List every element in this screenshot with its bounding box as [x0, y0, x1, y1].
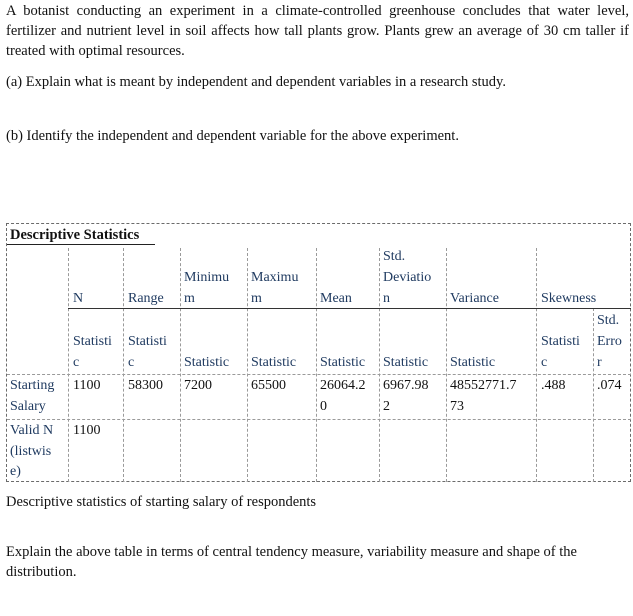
cell-std-dev-line2: 2	[383, 399, 390, 414]
cell-mean-line2: 0	[320, 399, 327, 414]
cell-variance-line2: 73	[450, 399, 464, 414]
header-maximum-line2: m	[251, 291, 262, 306]
header-std-dev-line3: n	[383, 291, 390, 306]
row-label-valid-n-line1: Valid N	[10, 423, 54, 438]
grid-line	[7, 374, 631, 375]
cell-range: 58300	[128, 378, 163, 393]
grid-line	[446, 248, 447, 482]
header-n: N	[73, 291, 84, 306]
header-std-dev-line1: Std.	[383, 249, 406, 264]
cell-mean-line1: 26064.2	[320, 378, 366, 393]
grid-line	[536, 248, 537, 482]
subheader-maximum: Statistic	[251, 355, 297, 370]
cell-maximum: 65500	[251, 378, 286, 393]
subheader-minimum: Statistic	[184, 355, 230, 370]
subheader-n-line2: c	[73, 355, 80, 370]
header-mean: Mean	[320, 291, 352, 306]
subheader-skewness-line1: Statisti	[541, 334, 580, 349]
question-prompt: Explain the above table in terms of central tendency measure, variability measure and shape of the distribution.	[6, 544, 577, 580]
header-std-dev-line2: Deviatio	[383, 270, 432, 285]
subheader-skewness-line2: c	[541, 355, 548, 370]
row-label-starting-salary-line1: Starting	[10, 378, 55, 393]
cell-valid-n: 1100	[73, 423, 101, 438]
cell-n: 1100	[73, 378, 101, 393]
header-maximum-line1: Maximu	[251, 270, 299, 285]
cell-minimum: 7200	[184, 378, 212, 393]
header-range: Range	[128, 291, 164, 306]
subheader-n-line1: Statisti	[73, 334, 112, 349]
question-part-b: (b) Identify the independent and dependent variable for the above experiment.	[6, 128, 459, 144]
row-label-starting-salary-line2: Salary	[10, 399, 46, 414]
subheader-range-line2: c	[128, 355, 135, 370]
header-variance: Variance	[450, 291, 499, 306]
grid-line	[247, 248, 248, 482]
grid-line	[180, 248, 181, 482]
grid-line	[379, 248, 380, 482]
subheader-range-line1: Statisti	[128, 334, 167, 349]
grid-line	[316, 248, 317, 482]
subheader-variance: Statistic	[450, 355, 496, 370]
table-title: Descriptive Statistics	[10, 227, 140, 243]
grid-line	[7, 419, 631, 420]
descriptive-statistics-table	[6, 223, 631, 482]
header-std-error-line2: Erro	[597, 334, 622, 349]
cell-std-dev-line1: 6967.98	[383, 378, 429, 393]
header-std-error-line3: r	[597, 355, 602, 370]
header-std-error-line1: Std.	[597, 313, 620, 328]
header-minimum-line1: Minimu	[184, 270, 230, 285]
grid-line	[123, 248, 124, 482]
grid-line	[68, 248, 69, 482]
header-skewness: Skewness	[541, 291, 597, 306]
cell-skewness-statistic: .488	[541, 378, 566, 393]
row-label-valid-n-line3: e)	[10, 464, 21, 479]
cell-variance-line1: 48552771.7	[450, 378, 517, 393]
question-intro: A botanist conducting an experiment in a climate-controlled greenhouse concludes that water level, fertilizer and nutrient level in soil affects how tall plants grow. Plants grew an average of 30 cm taller if treated with optimal resources.	[6, 3, 629, 59]
subheader-mean: Statistic	[320, 355, 366, 370]
row-label-valid-n-line2: (listwis	[10, 444, 52, 459]
cell-skewness-std-error: .074	[597, 378, 622, 393]
question-part-a: (a) Explain what is meant by independent and dependent variables in a research study.	[6, 74, 506, 90]
header-minimum-line2: m	[184, 291, 195, 306]
grid-line	[593, 308, 594, 482]
table-caption: Descriptive statistics of starting salary of respondents	[6, 494, 317, 510]
subheader-std-dev: Statistic	[383, 355, 429, 370]
title-underline	[7, 244, 155, 245]
